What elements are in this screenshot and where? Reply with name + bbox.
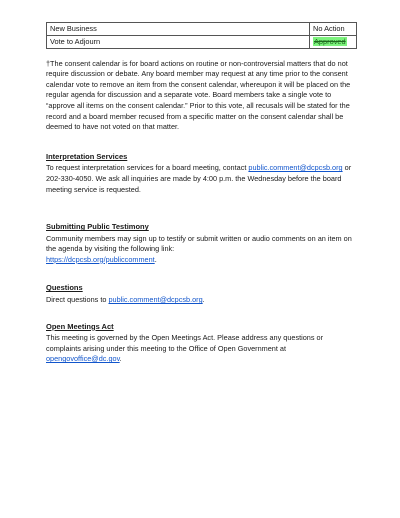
public-comment-link[interactable]: https://dcpcsb.org/publiccomment xyxy=(46,254,155,264)
testimony-text xyxy=(46,234,356,266)
interpretation-section xyxy=(46,152,356,195)
questions-heading: Questions xyxy=(46,283,83,293)
testimony-section xyxy=(46,222,356,265)
approved-status-badge: Approved xyxy=(314,37,346,47)
questions-text-before: Direct questions to xyxy=(46,295,109,305)
open-meetings-text xyxy=(46,333,356,365)
agenda-action-cell: No Action xyxy=(310,23,357,36)
questions-section xyxy=(46,283,356,305)
testimony-suffix: . xyxy=(154,254,157,264)
interpretation-heading: Interpretation Services xyxy=(46,151,128,161)
interpretation-text-before: To request interpretation services for a board meeting, contact xyxy=(46,163,249,173)
interpretation-text-after: or 202-330-4050. We ask all inquiries are made by 4:00 p.m. the Wednesday before the board meeting service is requested. xyxy=(46,163,352,194)
questions-suffix: . xyxy=(202,295,205,305)
interpretation-email-link[interactable]: public.comment@dcpcsb.org xyxy=(248,163,343,173)
testimony-text-body: Community members may sign up to testify or submit written or audio comments on an item on the agenda by visiting the following link: xyxy=(46,233,352,254)
consent-calendar-footnote: †The consent calendar is for board actions on routine or non-controversial matters that do not require discussion or debate. Any board member may request at any time prior to the consent calendar vote to remove an item from the consent calendar, whereupon it will be placed on the regular agenda for discussion and a separate vote. Board members take a single vote to “approve all items on the consent calendar.” Prior to this vote, all recusals will be stated for the record and a board member recused from a specific matter on the consent calendar shall be deemed to have not voted on that matter. xyxy=(46,58,351,132)
questions-email-link[interactable]: public.comment@dcpcsb.org xyxy=(108,295,203,305)
agenda-item-cell: Vote to Adjourn xyxy=(47,35,310,48)
table-row xyxy=(47,23,357,36)
questions-text xyxy=(46,295,356,306)
agenda-table xyxy=(46,22,357,49)
open-gov-email-link[interactable]: opengovoffice@dc.gov xyxy=(46,354,120,364)
interpretation-text xyxy=(46,163,356,195)
open-meetings-section xyxy=(46,322,356,365)
testimony-heading: Submitting Public Testimony xyxy=(46,222,149,232)
agenda-item-cell: New Business xyxy=(47,23,310,36)
open-meetings-text-body: This meeting is governed by the Open Meetings Act. Please address any questions or complaints arising under this meeting to the Office of Open Government at xyxy=(46,333,324,353)
table-row xyxy=(47,35,357,48)
agenda-action-cell xyxy=(310,35,357,48)
open-meetings-suffix: . xyxy=(119,354,122,364)
document-page xyxy=(46,22,356,365)
open-meetings-heading: Open Meetings Act xyxy=(46,321,114,331)
